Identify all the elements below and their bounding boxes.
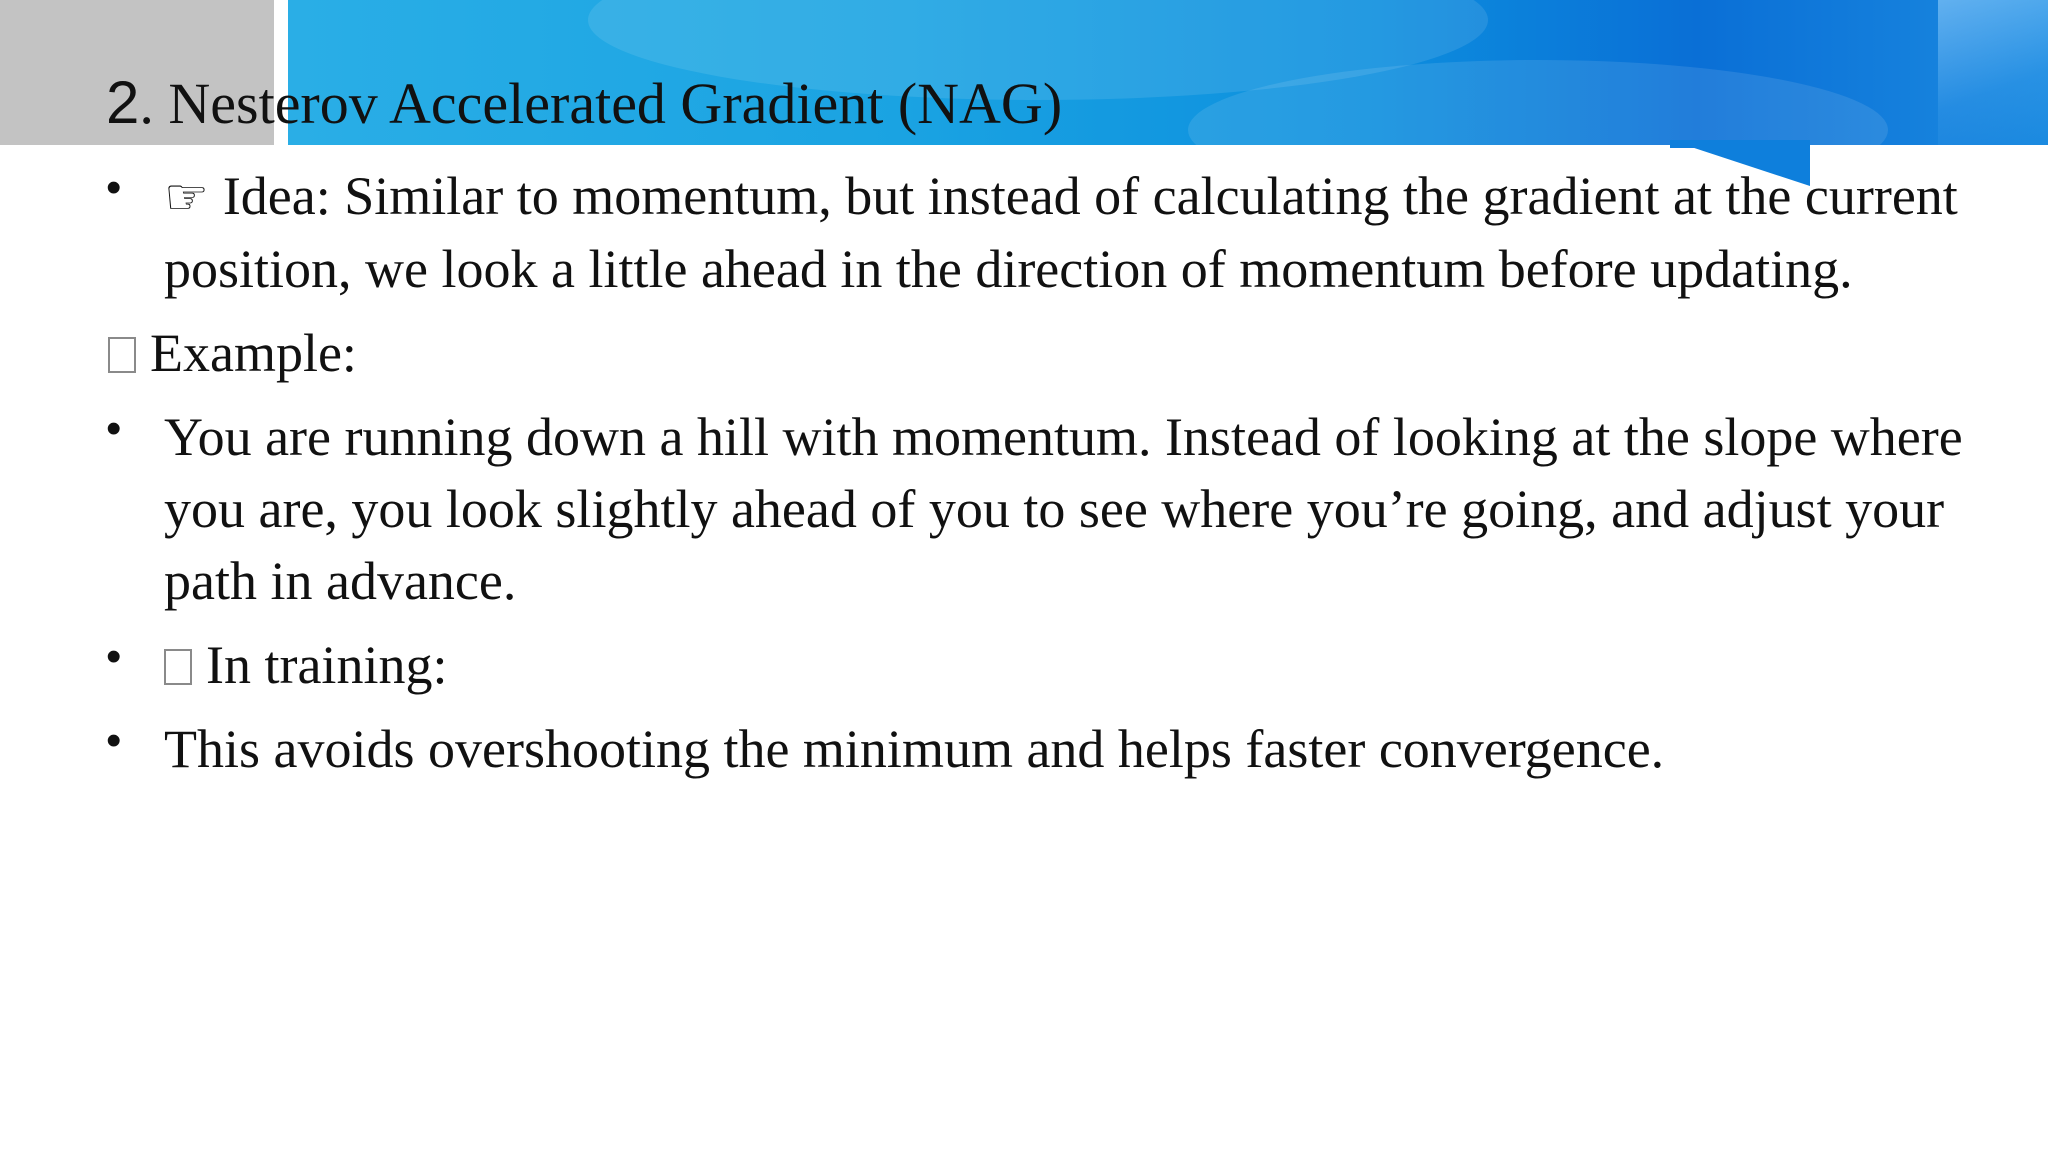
convergence-text: This avoids overshooting the minimum and helps faster convergence. — [164, 719, 1665, 779]
header-accent — [1938, 0, 2048, 145]
title-number: 2 — [106, 69, 140, 136]
hill-text: You are running down a hill with momentum. Instead of looking at the slope where you are, you look slightly ahead of you to see where you’re going, and adjust your path in advance. — [164, 407, 1963, 611]
idea-text: Idea: Similar to momentum, but instead of calculating the gradient at the current position, we look a little ahead in the direction of momentum before updating. — [164, 166, 1958, 299]
empty-box-icon — [164, 649, 192, 685]
title-text: . Nesterov Accelerated Gradient (NAG) — [139, 71, 1063, 136]
bullet: • — [106, 716, 122, 765]
list-item-hill — [104, 401, 1984, 617]
bullet: • — [106, 404, 122, 453]
list-item-example — [104, 317, 1984, 389]
bullet: • — [106, 163, 122, 212]
list-item-idea — [104, 160, 1984, 305]
example-text: Example: — [150, 323, 357, 383]
empty-box-icon — [108, 337, 136, 373]
training-text: In training: — [206, 635, 448, 695]
pointing-hand-icon: ☞ — [164, 168, 209, 226]
bullet: • — [106, 632, 122, 681]
list-item-training — [104, 629, 1984, 701]
slide-title — [106, 62, 1062, 145]
slide-body — [104, 160, 1984, 797]
list-item-convergence — [104, 713, 1984, 785]
